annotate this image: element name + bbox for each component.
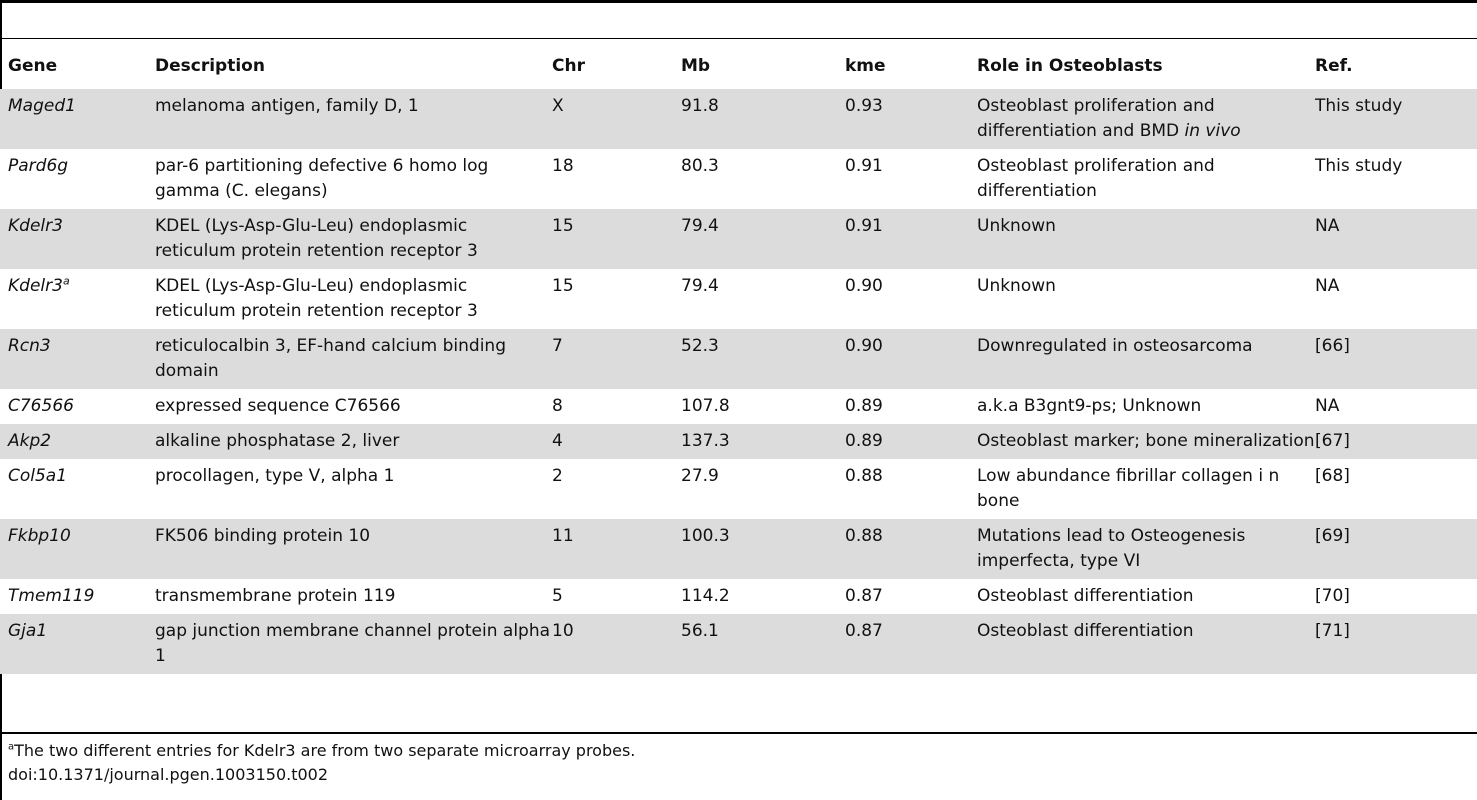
cell-chr: 7 bbox=[552, 329, 681, 389]
table-top-rule bbox=[0, 0, 1477, 3]
cell-description: transmembrane protein 119 bbox=[155, 579, 552, 614]
table-row bbox=[0, 424, 1477, 459]
table-row bbox=[0, 519, 1477, 579]
gene-symbol: Gja1 bbox=[8, 621, 48, 641]
cell-role bbox=[977, 209, 1315, 269]
cell-ref: [66] bbox=[1315, 329, 1477, 389]
gene-symbol: Rcn3 bbox=[8, 336, 51, 356]
cell-description: reticulocalbin 3, EF-hand calcium binding domain bbox=[155, 329, 552, 389]
header-top-rule bbox=[0, 38, 1477, 39]
cell-kme: 0.87 bbox=[845, 579, 977, 614]
cell-description: FK506 binding protein 10 bbox=[155, 519, 552, 579]
gene-symbol: Fkbp10 bbox=[8, 526, 71, 546]
role-text: Osteoblast differentiation bbox=[977, 621, 1194, 641]
gene-symbol: Maged1 bbox=[8, 96, 76, 116]
gene-symbol: Kdelr3 bbox=[8, 216, 63, 236]
role-italic-text: in vivo bbox=[1184, 121, 1241, 141]
cell-ref: NA bbox=[1315, 269, 1477, 329]
role-text: Mutations lead to Osteogenesis imperfecta, type VI bbox=[977, 526, 1246, 571]
cell-mb: 80.3 bbox=[681, 149, 845, 209]
cell-ref: [68] bbox=[1315, 459, 1477, 519]
cell-role bbox=[977, 149, 1315, 209]
cell-description: KDEL (Lys-Asp-Glu-Leu) endoplasmic reticulum protein retention receptor 3 bbox=[155, 269, 552, 329]
cell-chr: 8 bbox=[552, 389, 681, 424]
cell-chr: 15 bbox=[552, 209, 681, 269]
cell-kme: 0.91 bbox=[845, 209, 977, 269]
cell-gene bbox=[0, 329, 155, 389]
cell-description: KDEL (Lys-Asp-Glu-Leu) endoplasmic reticulum protein retention receptor 3 bbox=[155, 209, 552, 269]
table-row bbox=[0, 579, 1477, 614]
cell-kme: 0.89 bbox=[845, 389, 977, 424]
cell-role bbox=[977, 519, 1315, 579]
cell-role bbox=[977, 89, 1315, 149]
role-text: Osteoblast differentiation bbox=[977, 586, 1194, 606]
cell-ref: NA bbox=[1315, 389, 1477, 424]
cell-kme: 0.90 bbox=[845, 269, 977, 329]
cell-kme: 0.90 bbox=[845, 329, 977, 389]
role-text: Osteoblast proliferation and differentiation bbox=[977, 156, 1215, 201]
cell-mb: 91.8 bbox=[681, 89, 845, 149]
role-text: Unknown bbox=[977, 216, 1056, 236]
cell-gene bbox=[0, 519, 155, 579]
table-row bbox=[0, 614, 1477, 674]
cell-description: gap junction membrane channel protein alpha 1 bbox=[155, 614, 552, 674]
gene-symbol: Pard6g bbox=[8, 156, 69, 176]
cell-mb: 79.4 bbox=[681, 209, 845, 269]
cell-chr: X bbox=[552, 89, 681, 149]
gene-symbol: Col5a1 bbox=[8, 466, 68, 486]
cell-description: alkaline phosphatase 2, liver bbox=[155, 424, 552, 459]
cell-kme: 0.89 bbox=[845, 424, 977, 459]
gene-table bbox=[0, 46, 1477, 674]
cell-role bbox=[977, 329, 1315, 389]
table-row bbox=[0, 459, 1477, 519]
footnote-marker: a bbox=[8, 741, 15, 753]
table-row bbox=[0, 329, 1477, 389]
footnote bbox=[8, 740, 635, 762]
cell-role bbox=[977, 579, 1315, 614]
cell-chr: 10 bbox=[552, 614, 681, 674]
gene-footnote-marker: a bbox=[62, 274, 70, 288]
gene-symbol: Kdelr3 bbox=[8, 276, 63, 296]
role-text: Low abundance fibrillar collagen i n bone bbox=[977, 466, 1280, 511]
cell-gene bbox=[0, 89, 155, 149]
cell-kme: 0.93 bbox=[845, 89, 977, 149]
table-row bbox=[0, 89, 1477, 149]
cell-gene bbox=[0, 269, 155, 329]
gene-symbol: C76566 bbox=[8, 396, 74, 416]
role-text: Unknown bbox=[977, 276, 1056, 296]
cell-mb: 79.4 bbox=[681, 269, 845, 329]
table-row bbox=[0, 149, 1477, 209]
cell-gene bbox=[0, 149, 155, 209]
cell-mb: 137.3 bbox=[681, 424, 845, 459]
header-description: Description bbox=[155, 56, 265, 76]
header-kme: kme bbox=[845, 56, 886, 76]
doi-text: doi:10.1371/journal.pgen.1003150.t002 bbox=[8, 765, 329, 784]
cell-chr: 11 bbox=[552, 519, 681, 579]
cell-gene bbox=[0, 209, 155, 269]
cell-role bbox=[977, 459, 1315, 519]
cell-chr: 15 bbox=[552, 269, 681, 329]
header-ref: Ref. bbox=[1315, 56, 1353, 76]
cell-ref: [67] bbox=[1315, 424, 1477, 459]
cell-gene bbox=[0, 614, 155, 674]
cell-mb: 100.3 bbox=[681, 519, 845, 579]
cell-role bbox=[977, 614, 1315, 674]
cell-kme: 0.91 bbox=[845, 149, 977, 209]
cell-ref: This study bbox=[1315, 89, 1477, 149]
gene-symbol: Tmem119 bbox=[8, 586, 95, 606]
cell-ref: [71] bbox=[1315, 614, 1477, 674]
role-text: a.k.a B3gnt9-ps; Unknown bbox=[977, 396, 1202, 416]
cell-mb: 114.2 bbox=[681, 579, 845, 614]
table-header-row bbox=[0, 46, 1477, 89]
table-bottom-rule bbox=[0, 732, 1477, 734]
cell-role bbox=[977, 269, 1315, 329]
cell-kme: 0.87 bbox=[845, 614, 977, 674]
cell-role bbox=[977, 424, 1315, 459]
role-text: Osteoblast marker; bone mineralization bbox=[977, 431, 1315, 451]
footnote-text: The two different entries for Kdelr3 are from two separate microarray probes. bbox=[14, 741, 636, 760]
cell-ref: This study bbox=[1315, 149, 1477, 209]
cell-description: procollagen, type V, alpha 1 bbox=[155, 459, 552, 519]
table-row bbox=[0, 269, 1477, 329]
cell-kme: 0.88 bbox=[845, 519, 977, 579]
cell-mb: 107.8 bbox=[681, 389, 845, 424]
cell-gene bbox=[0, 424, 155, 459]
cell-gene bbox=[0, 389, 155, 424]
role-text: Osteoblast proliferation and differentiation and BMD bbox=[977, 96, 1215, 141]
cell-description: par-6 partitioning defective 6 homo log gamma (C. elegans) bbox=[155, 149, 552, 209]
cell-chr: 18 bbox=[552, 149, 681, 209]
cell-ref: [69] bbox=[1315, 519, 1477, 579]
cell-kme: 0.88 bbox=[845, 459, 977, 519]
cell-role bbox=[977, 389, 1315, 424]
cell-mb: 27.9 bbox=[681, 459, 845, 519]
cell-mb: 52.3 bbox=[681, 329, 845, 389]
header-mb: Mb bbox=[681, 56, 711, 76]
table-row bbox=[0, 209, 1477, 269]
cell-ref: [70] bbox=[1315, 579, 1477, 614]
cell-chr: 2 bbox=[552, 459, 681, 519]
cell-chr: 5 bbox=[552, 579, 681, 614]
cell-ref: NA bbox=[1315, 209, 1477, 269]
cell-description: expressed sequence C76566 bbox=[155, 389, 552, 424]
cell-gene bbox=[0, 459, 155, 519]
header-role: Role in Osteoblasts bbox=[977, 56, 1163, 76]
cell-gene bbox=[0, 579, 155, 614]
gene-symbol: Akp2 bbox=[8, 431, 52, 451]
table-body bbox=[0, 89, 1477, 674]
table-row bbox=[0, 389, 1477, 424]
role-text: Downregulated in osteosarcoma bbox=[977, 336, 1253, 356]
header-gene: Gene bbox=[8, 56, 58, 76]
cell-description: melanoma antigen, family D, 1 bbox=[155, 89, 552, 149]
cell-chr: 4 bbox=[552, 424, 681, 459]
cell-mb: 56.1 bbox=[681, 614, 845, 674]
header-chr: Chr bbox=[552, 56, 585, 76]
